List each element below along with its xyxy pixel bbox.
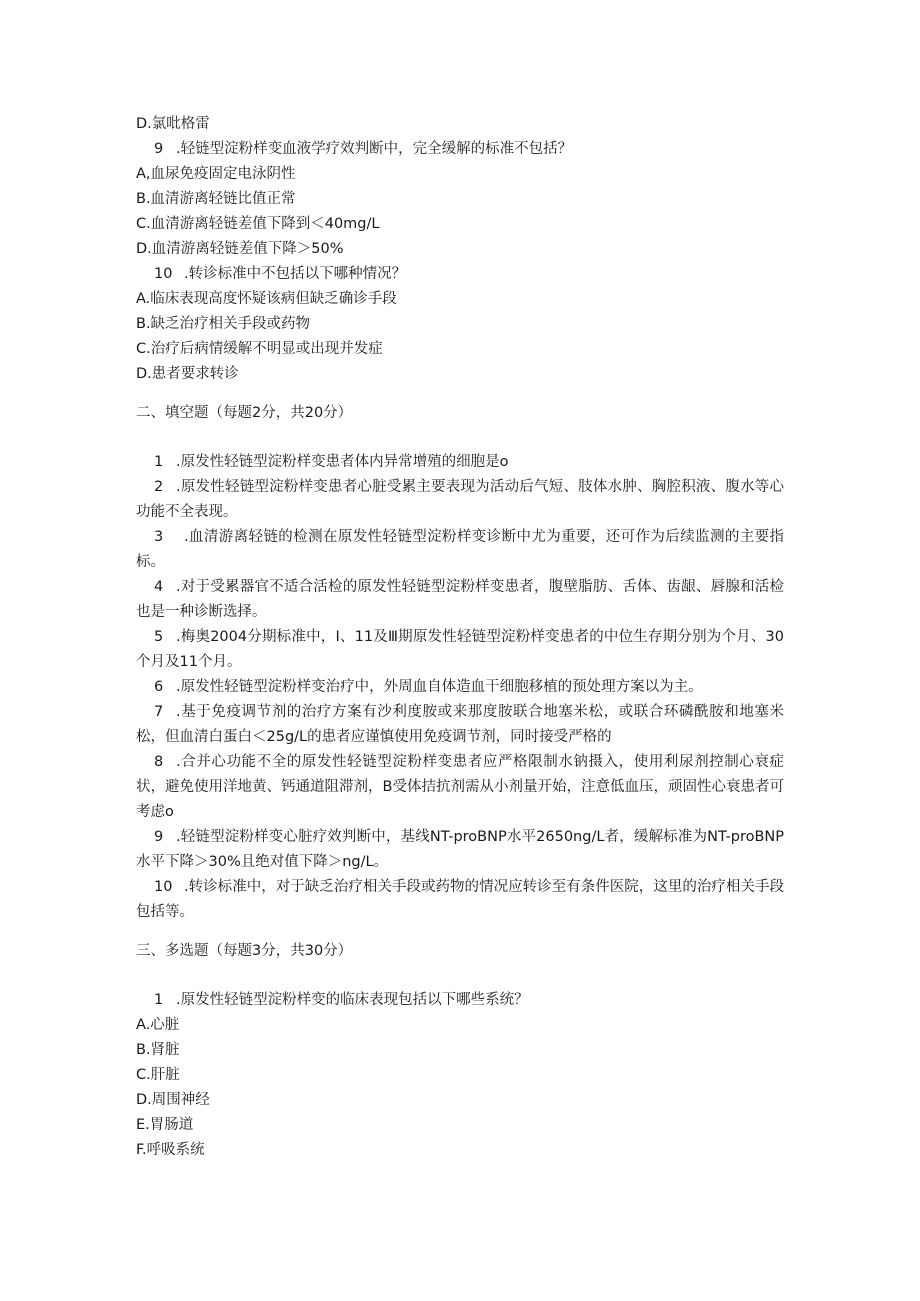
item-text: .对于受累器官不适合活检的原发性轻链型淀粉样变患者，腹壁脂肪、舌体、齿龈、唇腺和活检也是一种诊断选择。 — [136, 579, 784, 620]
option-d-prev: D.氯吡格雷 — [136, 116, 210, 132]
item-number: 6 — [154, 679, 164, 695]
item-text: .原发性轻链型淀粉样变治疗中，外周血自体造血干细胞移植的预处理方案以为主。 — [176, 679, 703, 695]
q9-option-a: A,血尿免疫固定电泳阴性 — [136, 166, 296, 182]
fill-blank-5 — [136, 625, 784, 675]
question-10 — [136, 262, 784, 287]
question-9 — [136, 137, 784, 162]
q9-option-d: D.血清游离轻链差值下降＞50% — [136, 241, 344, 257]
mq1-option-c: C.肝脏 — [136, 1067, 180, 1083]
mq1-option-e: E.胃肠道 — [136, 1117, 194, 1133]
fill-blank-8 — [136, 750, 784, 825]
question-text: .转诊标准中不包括以下哪种情况？ — [184, 266, 407, 282]
fill-blank-9 — [136, 825, 784, 875]
mq1-option-a: A.心脏 — [136, 1017, 180, 1033]
question-number: 10 — [154, 266, 173, 282]
question-number: 9 — [154, 141, 164, 157]
fill-blank-3 — [136, 525, 784, 575]
item-number: 1 — [154, 454, 164, 470]
q10-option-c: C.治疗后病情缓解不明显或出现并发症 — [136, 341, 383, 357]
document-content — [136, 112, 784, 1163]
question-text: .轻链型淀粉样变血液学疗效判断中，完全缓解的标准不包括？ — [176, 141, 573, 157]
fill-blank-6 — [136, 675, 784, 700]
question-number: 1 — [154, 992, 164, 1008]
item-number: 10 — [154, 879, 173, 895]
mq1-option-b: B.肾脏 — [136, 1042, 180, 1058]
multi-question-1 — [136, 988, 784, 1013]
fill-blank-4 — [136, 575, 784, 625]
item-text: .合并心功能不全的原发性轻链型淀粉样变患者应严格限制水钠摄入，使用利尿剂控制心衰症状，避免使用洋地黄、钙通道阻滞剂，B受体拮抗剂需从小剂量开始，注意低血压，顽固性心衰患者可考虑o — [136, 754, 784, 820]
fill-blank-7 — [136, 700, 784, 750]
q10-option-d: D.患者要求转诊 — [136, 366, 239, 382]
mq1-option-d: D.周围神经 — [136, 1092, 210, 1108]
item-text: .原发性轻链型淀粉样变患者心脏受累主要表现为活动后气短、肢体水肿、胸腔积液、腹水等心功能不全表现。 — [136, 479, 784, 520]
section-3-title: 三、多选题（每题3分，共30分） — [136, 943, 353, 959]
item-text: .血清游离轻链的检测在原发性轻链型淀粉样变诊断中尤为重要，还可作为后续监测的主要指标。 — [136, 529, 784, 570]
item-text: .基于免疫调节剂的治疗方案有沙利度胺或来那度胺联合地塞米松，或联合环磷酰胺和地塞米松，但血清白蛋白＜25g/L的患者应谨慎使用免疫调节剂，同时接受严格的 — [136, 704, 784, 745]
item-number: 2 — [154, 479, 164, 495]
q10-option-b: B.缺乏治疗相关手段或药物 — [136, 316, 311, 332]
item-number: 5 — [154, 629, 164, 645]
fill-blank-10 — [136, 875, 784, 925]
mq1-option-f: F.呼吸系统 — [136, 1142, 205, 1158]
section-2-title: 二、填空题（每题2分，共20分） — [136, 405, 353, 421]
fill-blank-1 — [136, 450, 784, 475]
item-text: .梅奥2004分期标准中，I、11及Ⅲ期原发性轻链型淀粉样变患者的中位生存期分别为个月、30个月及11个月。 — [136, 629, 784, 670]
question-text: .原发性轻链型淀粉样变的临床表现包括以下哪些系统？ — [176, 992, 529, 1008]
q9-option-c: C.血清游离轻链差值下降到＜40mg/L — [136, 216, 380, 232]
item-text: .转诊标准中，对于缺乏治疗相关手段或药物的情况应转诊至有条件医院，这里的治疗相关手段包括等。 — [136, 879, 784, 920]
item-number: 4 — [154, 579, 164, 595]
item-text: .轻链型淀粉样变心脏疗效判断中，基线NT-proBNP水平2650ng/L者，缓解标准为NT-proBNP水平下降＞30%且绝对值下降＞ng/L。 — [136, 829, 784, 870]
item-text: .原发性轻链型淀粉样变患者体内异常增殖的细胞是o — [176, 454, 509, 470]
q10-option-a: A.临床表现高度怀疑该病但缺乏确诊手段 — [136, 291, 397, 307]
q9-option-b: B.血清游离轻链比值正常 — [136, 191, 296, 207]
item-number: 9 — [154, 829, 164, 845]
item-number: 8 — [154, 754, 164, 770]
item-number: 7 — [154, 704, 164, 720]
fill-blank-2 — [136, 475, 784, 525]
item-number: 3 — [154, 529, 164, 545]
